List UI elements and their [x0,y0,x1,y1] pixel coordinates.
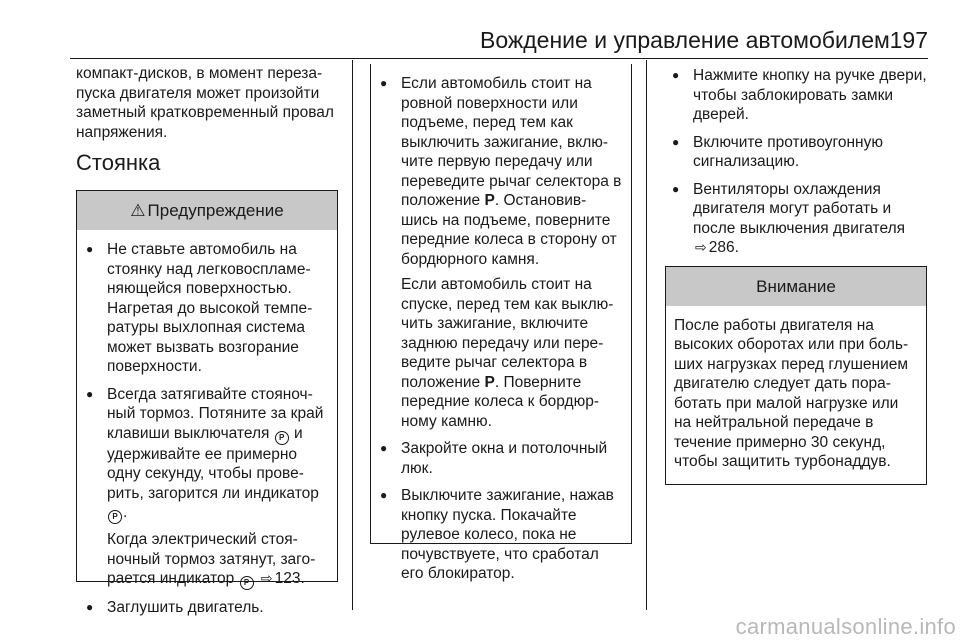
parking-brake-indicator-icon-2: P [240,576,254,590]
step-item-1: ● Если автомобиль стоит на ровной поверхности или подъеме, перед тем как выключить зажигание, вклю-чите первую передачу или переведите рычаг селектора в положение P. Остановив-шись на подъеме, поверните передние колеса в сторону от бордюрного камня. Если автомобиль стоит на спуске, перед тем как выклю-чить зажигание, включите заднюю передачу или пере-ведите рычаг селектора в положение P. Поверните передние колеса к бордюр-ному камню. [379,74,623,431]
cross-reference-link[interactable]: 123. [274,570,305,587]
warning-box [76,190,338,616]
warning-item-2: ● Всегда затягивайте стояноч-ный тормоз. Потяните за край клавиши выключателя P и удерживайте ее примерно одну секунду, чтобы прове-рить, загорится ли индикатор P . Когда электрический стоя-ночный тормоз затянут, заго-рается индикатор P ⇨ 123. [85,385,329,591]
step-item-5: ● Включите противоугонную сигнализацию. [671,133,927,172]
cross-reference-icon-2: ⇨ [695,239,707,255]
column-3 [665,64,927,485]
notice-body: После работы двигателя на высоких оборотах или при боль-ших нагрузках перед глушением двигателю следует дать пора-ботать при малой нагрузке или на нейтральной передаче в течение примерно 30 секунд, чтобы защитить турбонаддув. [674,316,909,470]
warning-title: Предупреждение [147,201,284,220]
step-item-1-note: Если автомобиль стоит на спуске, перед тем как выклю-чить зажигание, включите заднюю передачу или пере-ведите рычаг селектора в положение P. Поверните передние колеса к бордюр-ному камню. [401,276,614,430]
intro-paragraph: компакт-дисков, в момент переза-пуска двигателя может произойти заметный кратковременный провал напряжения. [76,65,334,141]
warning-item-2-note: Когда электрический стоя-ночный тормоз затянут, заго-рается индикатор P ⇨ 123. [107,530,329,590]
warning-body [77,230,337,634]
warning-item-1: ● Не ставьте автомобиль на стоянку над легковоспламе-няющейся поверхностью. Нагретая до высокой темпе-ратуры выхлопная система может вызвать возгорание поверхности. [85,240,329,377]
notice-box [665,266,927,485]
step-item-4: ● Нажмите кнопку на ручке двери, чтобы заблокировать замки дверей. [671,66,927,125]
header-rule [70,58,928,59]
warning-triangle-icon: ⚠ [130,201,146,220]
page-number: 197 [889,27,928,53]
column-2 [370,64,632,582]
warning-header [77,191,337,230]
step-item-2: ● Закройте окна и потолочный люк. [379,439,623,478]
parking-brake-icon: P [275,431,289,445]
continuation-box [370,64,632,582]
section-title: Стоянка [76,150,161,175]
parking-brake-indicator-icon: P [108,510,122,524]
column-1 [76,64,338,616]
column-divider-1 [352,60,353,610]
column-divider-2 [646,60,647,610]
step-item-6: ● Вентиляторы охлаждения двигателя могут работать и после выключения двигателя ⇨ 286. [671,180,927,258]
cross-reference-link-2[interactable]: 286. [708,239,739,256]
watermark: carmanualsonline.info [735,614,956,639]
warning-item-3: ● Заглушить двигатель. [85,598,329,618]
step-item-3: ● Выключите зажигание, нажав кнопку пуска. Покачайте рулевое колесо, пока не почувствуете, что сработал его блокиратор. [379,486,623,584]
cross-reference-icon: ⇨ [260,570,273,586]
page-header-title: Вождение и управление автомобилем [480,27,890,53]
notice-header: Внимание [666,267,926,306]
